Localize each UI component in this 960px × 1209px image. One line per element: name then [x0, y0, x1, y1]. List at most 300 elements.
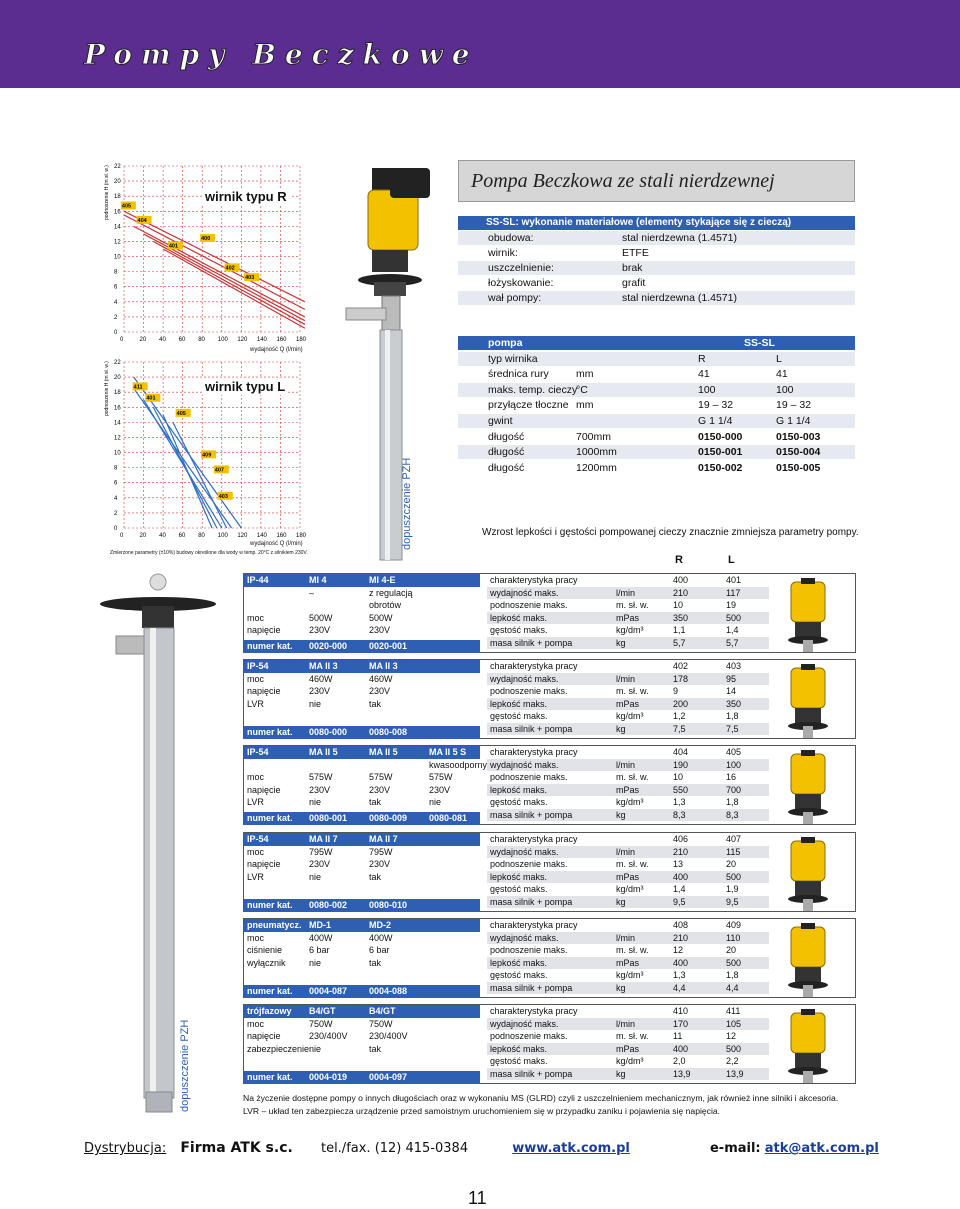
- product-left-header-row: [244, 812, 480, 825]
- chart-y-tick: 0: [114, 330, 118, 336]
- page-title: Pompy Beczkowe: [84, 38, 479, 71]
- product-right-cell: l/min: [616, 759, 636, 770]
- chart-y-tick: 20: [114, 179, 121, 186]
- chart-y-tick: 20: [114, 375, 121, 382]
- product-left-cell: z regulacją: [369, 587, 413, 598]
- product-right-cell: m. sł. w.: [616, 772, 649, 782]
- product-right-cell: 350: [673, 612, 689, 623]
- chart-curve: [153, 241, 305, 324]
- product-right-cell: 100: [726, 759, 742, 770]
- product-right-cell: 190: [673, 759, 689, 770]
- product-left-row: [244, 1043, 480, 1056]
- chart-y-tick: 18: [114, 194, 121, 201]
- product-right-cell: lepkość maks.: [490, 784, 548, 795]
- spec-rows: [458, 352, 855, 475]
- product-right-cell: 20: [726, 945, 737, 955]
- motor-image: [773, 664, 851, 738]
- product-left-cell: 0020-000: [309, 641, 348, 651]
- product-right-cell: 117: [726, 587, 741, 598]
- materials-key: wirnik:: [488, 247, 518, 259]
- product-left-cell: kwasoodporny: [429, 759, 488, 770]
- product-left-cell: 230V: [309, 859, 331, 869]
- product-left-cell: MA II 7: [369, 834, 398, 844]
- pump-image-long: [98, 572, 223, 1117]
- product-left-cell: 230/400V: [309, 1031, 348, 1041]
- product-right-cell: kg/dm³: [616, 884, 644, 894]
- product-right-cell: 409: [726, 920, 742, 930]
- product-right-cell: 210: [673, 932, 689, 943]
- product-left-cell: numer kat.: [247, 986, 293, 996]
- product-left-cell: tak: [369, 698, 382, 709]
- product-left-cell: IP-54: [247, 747, 269, 757]
- chart-x-tick: 80: [198, 533, 205, 539]
- product-left-table: [244, 574, 480, 651]
- product-right-cell: 4,4: [673, 982, 686, 993]
- product-right-cell: charakterystyka pracy: [490, 575, 578, 585]
- product-right-row: [487, 1055, 769, 1068]
- product-right-cell: 1,3: [673, 797, 686, 807]
- materials-value: brak: [622, 262, 643, 274]
- product-right-row: [487, 809, 769, 822]
- spec-r: 19 – 32: [698, 399, 734, 412]
- spec-row: [458, 398, 855, 412]
- product-left-cell: 795W: [369, 846, 393, 857]
- product-left-cell: napięcie: [247, 686, 281, 696]
- header-band: [0, 0, 960, 88]
- product-left-table: [244, 919, 480, 996]
- spec-row: [458, 445, 855, 459]
- product-block: [243, 573, 856, 653]
- product-right-cell: lepkość maks.: [490, 1043, 548, 1054]
- chart-y-tick: 14: [114, 224, 121, 231]
- product-left-row: [244, 1018, 480, 1031]
- product-left-cell: –: [309, 587, 315, 598]
- product-left-cell: 230V: [429, 784, 451, 795]
- product-right-cell: charakterystyka pracy: [490, 1006, 578, 1016]
- product-left-cell: numer kat.: [247, 641, 293, 651]
- product-right-cell: mPas: [616, 957, 640, 968]
- chart-r-xlabel: wydajność Q (l/min): [250, 347, 303, 353]
- spec-r: 100: [698, 383, 716, 396]
- chart-y-tick: 2: [114, 314, 118, 321]
- product-left-row: [244, 759, 488, 772]
- product-right-cell: 1,8: [726, 711, 739, 721]
- product-right-cell: 350: [726, 698, 742, 709]
- product-right-row: [487, 759, 769, 772]
- materials-header: SS-SL: wykonanie materiałowe (elementy stykające się z cieczą): [458, 216, 855, 230]
- product-left-row: [244, 587, 480, 600]
- chart-x-tick: 20: [139, 533, 147, 539]
- materials-row: [458, 246, 855, 260]
- product-right-cell: masa silnik + pompa: [490, 982, 573, 993]
- product-right-row: [487, 1068, 769, 1081]
- chart-y-tick: 6: [114, 284, 118, 291]
- product-right-cell: 105: [726, 1018, 742, 1029]
- product-left-cell: nie: [309, 957, 322, 968]
- chart-curve-label: 409: [202, 452, 212, 459]
- product-left-row: [244, 612, 480, 625]
- product-right-cell: 16: [726, 772, 737, 782]
- product-right-row: [487, 969, 769, 982]
- spec-unit: 1200mm: [576, 461, 617, 474]
- chart-x-tick: 160: [276, 337, 287, 343]
- product-right-cell: l/min: [616, 587, 636, 598]
- product-right-cell: m. sł. w.: [616, 945, 649, 955]
- product-right-cell: gęstość maks.: [490, 970, 548, 980]
- product-left-cell: 0080-010: [369, 900, 408, 910]
- product-left-cell: 400W: [309, 932, 333, 943]
- product-left-row: [244, 698, 480, 711]
- product-right-row: [487, 871, 769, 884]
- product-right-cell: 407: [726, 834, 742, 844]
- product-left-header-row: [244, 919, 480, 932]
- spec-header-a: pompa: [488, 337, 523, 349]
- product-right-cell: 4,4: [726, 982, 739, 993]
- product-left-cell: nie: [309, 698, 322, 709]
- spec-name: przyłącze tłoczne: [488, 399, 569, 412]
- product-left-cell: moc: [247, 612, 265, 623]
- chart-y-tick: 16: [114, 209, 121, 216]
- chart-x-tick: 120: [237, 337, 248, 343]
- product-right-cell: 178: [673, 673, 689, 684]
- product-right-cell: 1,9: [726, 884, 739, 894]
- product-left-cell: 460W: [309, 673, 333, 684]
- chart-x-tick: 140: [256, 337, 267, 343]
- product-right-cell: m. sł. w.: [616, 686, 649, 696]
- spec-l: L: [776, 352, 782, 365]
- product-left-cell: IP-44: [247, 575, 269, 585]
- spec-unit: 1000mm: [576, 446, 617, 459]
- materials-value: ETFE: [622, 247, 649, 259]
- product-left-cell: numer kat.: [247, 900, 293, 910]
- chart-x-tick: 20: [139, 337, 147, 343]
- product-right-cell: charakterystyka pracy: [490, 834, 578, 844]
- materials-rows: [458, 231, 855, 305]
- product-left-header-row: [244, 1071, 480, 1084]
- product-right-cell: 400: [673, 575, 689, 585]
- product-right-cell: 1,8: [726, 970, 739, 980]
- product-left-cell: MA II 5 S: [429, 747, 467, 757]
- product-right-cell: 19: [726, 600, 737, 610]
- chart-wirnik-l: [100, 356, 310, 560]
- chart-y-tick: 12: [114, 435, 121, 442]
- product-right-cell: 1,8: [726, 797, 739, 807]
- product-right-row: [487, 896, 769, 909]
- product-left-row: [244, 771, 480, 784]
- rl-header: [660, 554, 770, 568]
- materials-row: [458, 276, 855, 290]
- spec-l: 0150-004: [776, 446, 821, 459]
- spec-row: [458, 352, 855, 366]
- chart-curve-label: 407: [214, 467, 224, 474]
- motor-image: [773, 923, 851, 997]
- product-left-row: [244, 784, 480, 797]
- materials-table: [458, 216, 855, 305]
- chart-y-tick: 8: [114, 269, 118, 276]
- product-right-cell: 404: [673, 747, 689, 757]
- product-right-cell: wydajność maks.: [490, 846, 559, 857]
- product-left-cell: 575W: [309, 772, 333, 782]
- product-left-cell: 795W: [309, 846, 333, 857]
- chart-y-tick: 10: [114, 254, 121, 261]
- product-right-cell: 700: [726, 784, 742, 795]
- chart-y-tick: 10: [114, 450, 121, 457]
- chart-y-tick: 18: [114, 390, 121, 397]
- chart-curve-label: 405: [176, 410, 186, 417]
- product-left-cell: MA II 5: [369, 747, 398, 757]
- product-right-cell: kg/dm³: [616, 970, 644, 980]
- product-right-cell: 403: [726, 661, 742, 671]
- product-right-cell: 500: [726, 1043, 742, 1054]
- product-right-cell: 411: [726, 1006, 741, 1016]
- product-right-cell: l/min: [616, 932, 636, 943]
- product-right-cell: 200: [673, 698, 689, 709]
- product-left-cell: MI 4: [309, 575, 327, 585]
- product-right-cell: kg/dm³: [616, 711, 644, 721]
- product-right-row: [487, 637, 769, 650]
- product-left-cell: 6 bar: [309, 945, 330, 955]
- chart-y-tick: 4: [114, 299, 118, 306]
- note-2: LVR – układ ten zabezpiecza urządzenie przed samoistnym uruchomieniem się w przypadku zaniku i pojawienia się napięcia.: [243, 1106, 721, 1116]
- product-left-cell: numer kat.: [247, 1072, 293, 1082]
- spec-table: [458, 336, 855, 475]
- chart-curve: [163, 249, 305, 328]
- materials-key: łożyskowanie:: [488, 277, 554, 289]
- motor-image: [773, 578, 851, 652]
- product-right-cell: 7,5: [726, 723, 739, 734]
- chart-y-tick: 14: [114, 420, 121, 427]
- product-right-cell: l/min: [616, 673, 636, 684]
- product-block: [243, 1004, 856, 1084]
- product-left-cell: 460W: [369, 673, 393, 684]
- product-right-cell: podnoszenie maks.: [490, 600, 568, 610]
- product-right-row: [487, 612, 769, 625]
- product-right-cell: 400: [673, 957, 689, 968]
- note-1: Na życzenie dostępne pompy o innych długościach oraz w wykonaniu MS (GLRD) czyli z uszczelnieniem mechanicznym, jak również inne silniki i akcesoria.: [243, 1093, 839, 1103]
- product-right-row: [487, 932, 769, 945]
- product-right-cell: wydajność maks.: [490, 673, 559, 684]
- chart-curve-label: 401: [146, 395, 156, 402]
- product-right-cell: 11: [673, 1031, 683, 1041]
- footer-www-link[interactable]: www.atk.com.pl: [512, 1141, 630, 1156]
- product-right-cell: mPas: [616, 784, 640, 795]
- product-right-row: [487, 982, 769, 995]
- materials-row: [458, 261, 855, 275]
- chart-x-tick: 100: [217, 533, 228, 539]
- product-left-row: [244, 599, 480, 612]
- product-right-table: [487, 660, 769, 735]
- product-right-row: [487, 846, 769, 859]
- motor-image: [773, 837, 851, 911]
- product-right-cell: 8,3: [726, 809, 739, 820]
- chart-r-title: wirnik typu R: [202, 188, 290, 205]
- product-left-cell: wyłącznik: [247, 957, 286, 968]
- product-left-cell: MA II 7: [309, 834, 338, 844]
- motor-image: [773, 1009, 851, 1083]
- chart-y-tick: 22: [114, 360, 121, 366]
- product-right-row: [487, 796, 769, 809]
- product-left-header-row: [244, 574, 480, 587]
- chart-y-tick: 0: [114, 526, 118, 532]
- product-right-cell: 9: [673, 686, 679, 696]
- product-right-cell: 2,2: [726, 1056, 739, 1066]
- product-right-cell: 170: [673, 1018, 689, 1029]
- product-left-cell: 230V: [369, 784, 391, 795]
- product-left-row: [244, 871, 480, 884]
- product-right-row: [487, 698, 769, 711]
- product-right-cell: 12: [673, 945, 684, 955]
- chart-curve: [163, 415, 212, 528]
- product-right-cell: 9,5: [726, 896, 739, 907]
- footer: [84, 1140, 879, 1156]
- product-right-cell: 210: [673, 587, 689, 598]
- chart-y-tick: 4: [114, 495, 118, 502]
- product-right-cell: mPas: [616, 871, 640, 882]
- chart-x-tick: 180: [296, 337, 307, 343]
- product-left-cell: napięcie: [247, 784, 281, 795]
- spec-l: 41: [776, 368, 788, 381]
- product-right-cell: 210: [673, 846, 689, 857]
- spec-name: maks. temp. cieczy: [488, 383, 578, 396]
- product-right-cell: 13: [673, 859, 684, 869]
- product-left-cell: 0004-087: [309, 986, 348, 996]
- product-right-cell: 400: [673, 1043, 689, 1054]
- product-right-cell: wydajność maks.: [490, 1018, 559, 1029]
- product-right-row: [487, 957, 769, 970]
- chart-l-title: wirnik typu L: [202, 378, 288, 395]
- product-left-cell: LVR: [247, 698, 264, 709]
- product-left-cell: napięcie: [247, 1031, 281, 1041]
- product-right-cell: l/min: [616, 846, 636, 857]
- product-right-row: [487, 587, 769, 600]
- materials-value: grafit: [622, 277, 646, 289]
- product-left-cell: MD-1: [309, 920, 331, 930]
- product-left-cell: nie: [309, 797, 322, 807]
- product-left-cell: 500W: [369, 612, 393, 623]
- chart-y-label: podnoszenie H (m sł. w.): [104, 361, 110, 416]
- product-left-row: [244, 1030, 480, 1043]
- chart-curve-label: 404: [137, 217, 147, 224]
- footer-company: Firma ATK s.c.: [180, 1140, 293, 1156]
- product-left-cell: 230V: [309, 625, 331, 635]
- product-left-cell: MA II 3: [309, 661, 338, 671]
- product-right-cell: 13,9: [726, 1068, 744, 1079]
- product-left-cell: moc: [247, 932, 265, 943]
- pump-image-top: [330, 160, 440, 565]
- spec-l: 0150-003: [776, 430, 821, 443]
- product-left-row: [244, 944, 480, 957]
- product-right-cell: kg: [616, 982, 626, 993]
- footer-email-link[interactable]: atk@atk.com.pl: [764, 1141, 879, 1156]
- product-left-header-row: [244, 899, 480, 912]
- product-left-cell: 230V: [309, 784, 331, 795]
- product-right-cell: 14: [726, 686, 737, 696]
- product-right-cell: 500: [726, 612, 742, 623]
- product-left-header-row: [244, 640, 480, 653]
- product-right-cell: mPas: [616, 612, 640, 623]
- product-right-cell: kg: [616, 637, 626, 648]
- materials-key: obudowa:: [488, 232, 534, 244]
- product-left-cell: 230V: [369, 859, 391, 869]
- product-right-cell: kg: [616, 809, 626, 820]
- chart-curve-label: 403: [218, 493, 228, 500]
- materials-value: stal nierdzewna (1.4571): [622, 232, 737, 244]
- product-right-cell: m. sł. w.: [616, 1031, 649, 1041]
- product-right-cell: wydajność maks.: [490, 759, 559, 770]
- product-left-cell: 0004-088: [369, 986, 408, 996]
- spec-header: [458, 336, 855, 350]
- product-left-row: [244, 883, 480, 896]
- product-left-cell: 400W: [369, 932, 393, 943]
- product-right-cell: 2,0: [673, 1056, 686, 1066]
- product-left-cell: 0080-000: [309, 727, 348, 737]
- product-left-cell: numer kat.: [247, 727, 293, 737]
- product-right-cell: wydajność maks.: [490, 932, 559, 943]
- product-right-cell: charakterystyka pracy: [490, 920, 578, 930]
- chart-y-tick: 2: [114, 510, 118, 517]
- product-right-cell: masa silnik + pompa: [490, 896, 573, 907]
- product-left-cell: ciśnienie: [247, 945, 283, 955]
- product-left-cell: zabezpieczenie: [247, 1043, 310, 1054]
- chart-curve-label: 403: [245, 275, 255, 282]
- product-right-cell: 1,2: [673, 711, 686, 721]
- product-right-cell: masa silnik + pompa: [490, 1068, 573, 1079]
- product-right-row: [487, 1018, 769, 1031]
- product-right-row: [487, 599, 769, 612]
- spec-l: 19 – 32: [776, 399, 812, 412]
- product-right-cell: 10: [673, 772, 684, 782]
- product-left-cell: 0004-097: [369, 1072, 408, 1082]
- spec-r: 41: [698, 368, 710, 381]
- product-left-cell: 230/400V: [369, 1031, 408, 1041]
- product-right-cell: kg/dm³: [616, 1056, 644, 1066]
- chart-y-tick: 16: [114, 405, 121, 412]
- product-right-cell: 406: [673, 834, 689, 844]
- product-right-cell: podnoszenie maks.: [490, 859, 568, 869]
- product-left-row: [244, 932, 480, 945]
- chart-x-tick: 60: [178, 533, 186, 539]
- product-right-row: [487, 746, 769, 759]
- product-right-row: [487, 1043, 769, 1056]
- chart-curve: [134, 226, 305, 317]
- product-left-cell: LVR: [247, 871, 264, 882]
- chart-wirnik-r: [100, 160, 310, 356]
- page-number: 11: [468, 1188, 487, 1208]
- chart-x-tick: 0: [120, 337, 124, 343]
- footer-phone: tel./fax. (12) 415-0384: [320, 1141, 469, 1156]
- product-right-cell: masa silnik + pompa: [490, 809, 573, 820]
- chart-curve-label: 401: [168, 243, 179, 250]
- product-left-cell: napięcie: [247, 625, 281, 635]
- product-right-cell: gęstość maks.: [490, 711, 548, 721]
- spec-r: R: [698, 352, 706, 365]
- chart-x-tick: 100: [217, 337, 228, 343]
- product-left-cell: IP-54: [247, 834, 269, 844]
- product-right-row: [487, 574, 769, 587]
- product-left-header-row: [244, 833, 480, 846]
- product-right-cell: charakterystyka pracy: [490, 747, 578, 757]
- section-title: Pompa Beczkowa ze stali nierdzewnej: [458, 160, 855, 202]
- spec-row: [458, 414, 855, 428]
- product-right-row: [487, 771, 769, 784]
- product-left-header-row: [244, 1005, 480, 1018]
- product-left-table: [244, 1005, 480, 1082]
- product-right-cell: 10: [673, 600, 684, 610]
- product-left-cell: LVR: [247, 797, 264, 807]
- product-left-cell: MD-2: [369, 920, 391, 930]
- product-left-cell: IP-54: [247, 661, 269, 671]
- product-left-header-row: [244, 985, 480, 998]
